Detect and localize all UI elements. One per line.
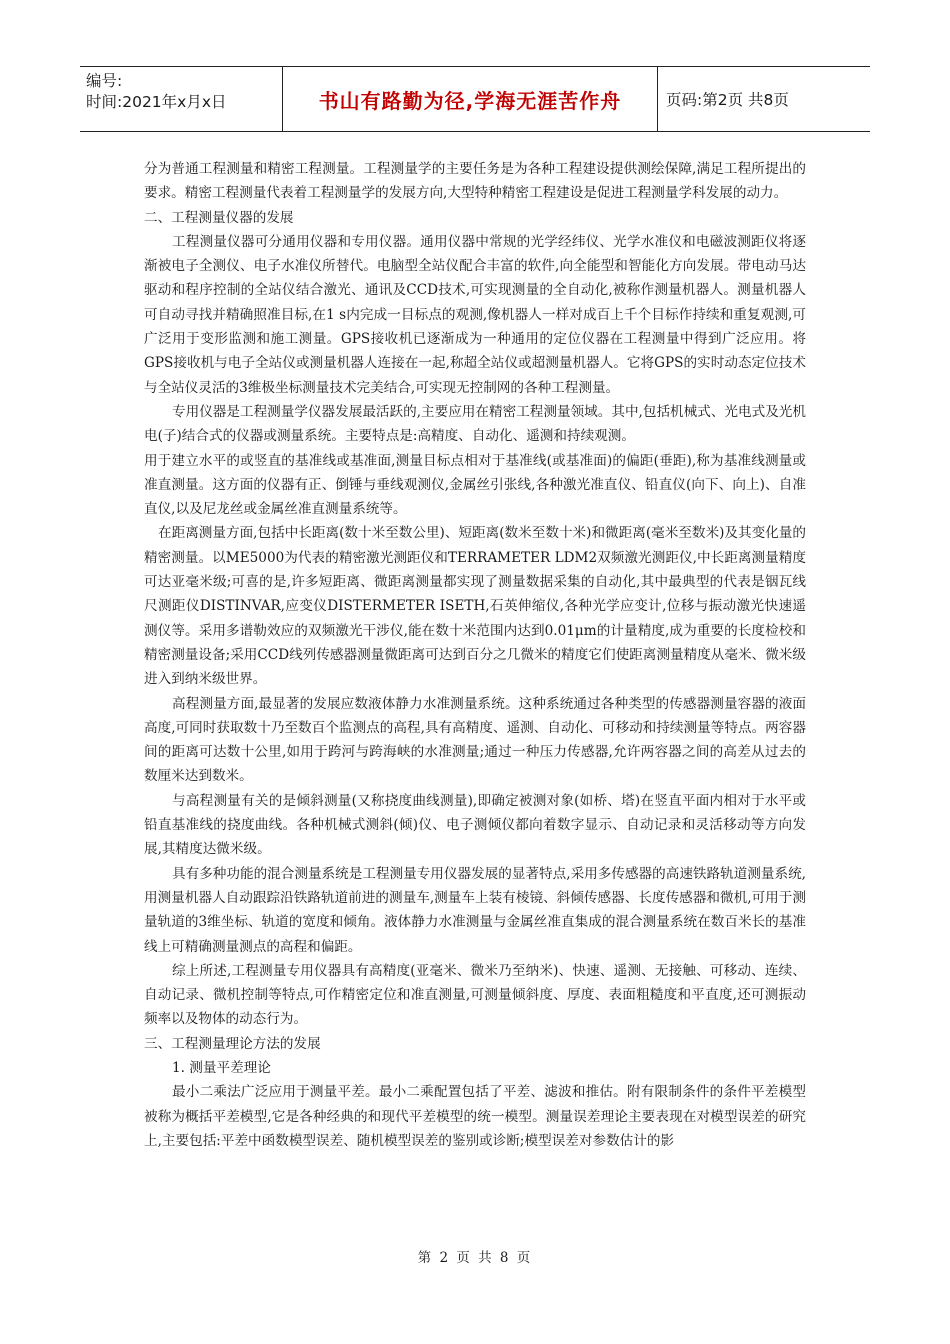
- section-heading: 二、工程测量仪器的发展: [144, 209, 294, 226]
- paragraph: 综上所述,工程测量专用仪器具有高精度(亚毫米、微米乃至纳米)、快速、遥测、无接触、可移动、连续、自动记录、微机控制等特点,可作精密定位和准直测量,可测量倾斜度、厚度、表面粗糙度和平直度,还可测振动频率以及物体的动态行为。: [144, 962, 806, 1028]
- paragraph: 专用仪器是工程测量学仪器发展最活跃的,主要应用在精密工程测量领域。其中,包括机械式、光电式及光机电(子)结合式的仪器或测量系统。主要特点是:高精度、自动化、遥测和持续观测。: [144, 403, 806, 445]
- page-header: [80, 66, 870, 132]
- section-heading: 三、工程测量理论方法的发展: [144, 1035, 321, 1052]
- paragraph: 在距离测量方面,包括中长距离(数十米至数公里)、短距离(数米至数十米)和微距离(毫米至数米)及其变化量的精密测量。以ME5000为代表的精密激光测距仪和TERRAMETER LDM2双频激光测距仪,中长距离测量精度可达亚毫米级;可喜的是,许多短距离、微距离测量都实现了测量数据采集的自动化,其中最典型的代表是铟瓦线尺测距仪DISTINVAR,应变仪DISTERMETER ISETH,石英伸缩仪,各种光学应变计,位移与振动激光快速遥测仪等。采用多谱勒效应的双频激光干涉仪,能在数十米范围内达到0.01μm的计量精度,成为重要的长度检校和精密测量设备;采用CCD线列传感器测量微距离可达到百分之几微米的精度它们使距离测量精度从毫米、微米级进入到纳米级世界。: [144, 525, 806, 688]
- paragraph: 与高程测量有关的是倾斜测量(又称挠度曲线测量),即确定被测对象(如桥、塔)在竖直平面内相对于水平或铅直基准线的挠度曲线。各种机械式测斜(倾)仪、电子测倾仪都向着数字显示、自动记录和灵活移动等方向发展,其精度达微米级。: [144, 792, 806, 858]
- paragraph: 分为普通工程测量和精密工程测量。工程测量学的主要任务是为各种工程建设提供测绘保障,满足工程所提出的要求。精密工程测量代表着工程测量学的发展方向,大型特种精密工程建设是促进工程测量学科发展的动力。: [144, 161, 806, 202]
- header-page-number: 页码:第2页 共8页: [666, 91, 789, 109]
- page-footer: 第 2 页 共 8 页: [417, 1250, 533, 1266]
- paragraph: 最小二乘法广泛应用于测量平差。最小二乘配置包括了平差、滤波和推估。附有限制条件的条件平差模型被称为概括平差模型,它是各种经典的和现代平差模型的统一模型。测量误差理论主要表现在对模型误差的研究上,主要包括:平差中函数模型误差、随机模型误差的鉴别或诊断;模型误差对参数估计的影: [144, 1084, 806, 1149]
- subsection-heading: 1. 测量平差理论: [172, 1059, 271, 1076]
- document-number: 编号:: [86, 72, 123, 90]
- paragraph: 高程测量方面,最显著的发展应数液体静力水准测量系统。这种系统通过各种类型的传感器测量容器的液面高度,可同时获取数十乃至数百个监测点的高程,具有高精度、遥测、自动化、可移动和持续测量等特点。两容器间的距离可达数十公里,如用于跨河与跨海峡的水准测量;通过一种压力传感器,允许两容器之间的高差从过去的数厘米达到数米。: [144, 695, 806, 785]
- document-body: [144, 157, 806, 1153]
- document-date: 时间:2021年x月x日: [86, 93, 227, 111]
- header-meta: [80, 67, 283, 131]
- paragraph: 具有多种功能的混合测量系统是工程测量专用仪器发展的显著特点,采用多传感器的高速铁路轨道测量系统,用测量机器人自动跟踪沿铁路轨道前进的测量车,测量车上装有棱镜、斜倾传感器、长度传感器和微机,可用于测量轨道的3维坐标、轨道的宽度和倾角。液体静力水准测量与金属丝准直集成的混合测量系统在数百米长的基准线上可精确测量测点的高程和偏距。: [144, 865, 806, 955]
- header-motto: 书山有路勤为径,学海无涯苦作舟: [283, 67, 658, 131]
- paragraph: 用于建立水平的或竖直的基准线或基准面,测量目标点相对于基准线(或基准面)的偏距(垂距),称为基准线测量或准直测量。这方面的仪器有正、倒锤与垂线观测仪,金属丝引张线,各种激光准直仪、铅直仪(向下、向上)、自准直仪,以及尼龙丝或金属丝准直测量系统等。: [144, 452, 806, 518]
- paragraph: 工程测量仪器可分通用仪器和专用仪器。通用仪器中常规的光学经纬仪、光学水准仪和电磁波测距仪将逐渐被电子全测仪、电子水准仪所替代。电脑型全站仪配合丰富的软件,向全能型和智能化方向发展。带电动马达驱动和程序控制的全站仪结合激光、通讯及CCD技术,可实现测量的全自动化,被称作测量机器人。测量机器人可自动寻找并精确照准目标,在1 s内完成一目标点的观测,像机器人一样对成百上千个目标作持续和重复观测,可广泛用于变形监测和施工测量。GPS接收机已逐渐成为一种通用的定位仪器在工程测量中得到广泛应用。将GPS接收机与电子全站仪或测量机器人连接在一起,称超全站仪或超测量机器人。它将GPS的实时动态定位技术与全站仪灵活的3维极坐标测量技术完美结合,可实现无控制网的各种工程测量。: [144, 233, 806, 396]
